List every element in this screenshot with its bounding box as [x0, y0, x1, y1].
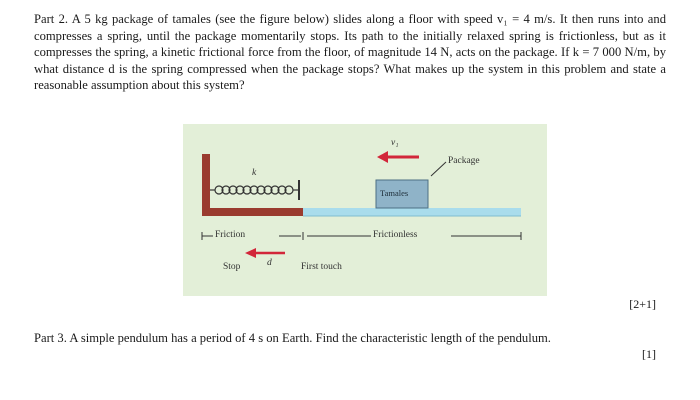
- friction-label: Friction: [215, 230, 246, 240]
- first-touch-label: First touch: [301, 262, 342, 272]
- wall: [202, 154, 210, 216]
- spring: [210, 180, 299, 200]
- friction-floor: [202, 208, 303, 216]
- velocity-label: v₁: [391, 138, 399, 148]
- part3-marks: [1]: [642, 347, 656, 361]
- spring-k-label: k: [252, 168, 257, 178]
- frictionless-floor: [303, 208, 521, 216]
- box-label: Tamales: [380, 188, 409, 198]
- velocity-arrow: [377, 151, 419, 163]
- d-arrow: [245, 248, 285, 258]
- spring-package-figure: [183, 124, 547, 296]
- frictionless-label: Frictionless: [373, 230, 418, 240]
- d-label: d: [267, 258, 272, 268]
- package-label: Package: [448, 156, 480, 166]
- stop-label: Stop: [223, 262, 241, 272]
- part2-question: Part 2. A 5 kg package of tamales (see the figure below) slides along a floor with speed v₁ = 4 m/s. It then runs into and compresses a spring, until the package momentarily stops. Its path to the initially relaxed spring is frictionless, but as it compresses the spring, a kinetic frictional force from the floor, of magnitude 14 N, acts on the package. If k = 7 000 N/m, by what distance d is the spring compressed when the package stops? What makes up the system in this problem and state a reasonable assumption about this system?: [34, 12, 666, 93]
- part2-marks: [2+1]: [629, 297, 656, 311]
- part3-question: Part 3. A simple pendulum has a period of 4 s on Earth. Find the characteristic length of the pendulum.: [34, 331, 551, 345]
